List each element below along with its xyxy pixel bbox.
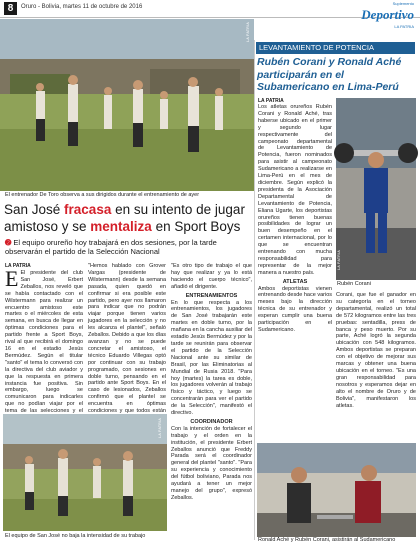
subhead-entrenamientos: ENTRENAMIENTOS <box>185 292 238 299</box>
athletes-photo-caption: Ronald Aché y Rubén Corani, asistirán al Sudamericano <box>258 537 396 543</box>
lead-text: El equipo orureño hoy trabajará en dos sesiones, por la tarde observarán el partido de la Selección Nacional <box>5 238 217 256</box>
supplement-title: Deportivo <box>361 7 414 22</box>
headline-part-1: San José <box>4 202 65 217</box>
main-column-3-bottom: Con la intención de fortalecer el trabajo y el orden en la institución, el presidente Erbert Zeballos anunció que Freddy Parada será el coordinador general del plantel "santo". "Para su experiencia y conocimiento del fútbol boliviano, Parada nos ayudará a tener un mejor manejo del grupo", expresó Zeballos. <box>171 425 252 501</box>
side-photo-credit: LA PATRIA <box>337 250 341 270</box>
main-lead <box>5 238 252 256</box>
training-photo-top <box>0 19 254 191</box>
supplement-sub-label: LA PATRIA <box>394 24 414 29</box>
subhead-coordinador: COORDINADOR <box>190 418 233 425</box>
side-column-1-text: Los atletas orureños Rubén Corani y Ronald Aché, tras haberse ubicado en el primer y segundo lugar respectivamente del campeonato departamental de Levantamiento de Potencia, fueron nominados para asistir al campeonato Sudamericano a realizarse en Lima-Perú en el mes de diciembre. Según explicó la presidenta de la Asociación Departamental de Levantamiento de Potencia, Eliana Ugarte, los deportistas orureños tienen buenas posibilidades de lograr un buen desempeño en el certamen internacional, por lo que se encuentran entrenando con mucha responsabilidad para representar de la mejor manera a nuestro país. <box>258 104 332 276</box>
side-column-2 <box>336 292 416 440</box>
main-column-3-mid: En lo que respecta a los entrenamientos, los jugadores de San José trabajarán este martes en doble turno, por la mañana en la cancha auxiliar del estadio Jesús Bermúdez y por la tarde se reunirán para observar el partido de la Selección Nacional ante su similar de Brasil, por las Eliminatorias al Mundial de Rusia 2018. "Para hoy (martes) la tarea es doble, los jugadores volverán al trabajo físico y táctico, y luego se concentrarán para ver el partido de la Selección", manifestó el directivo. <box>171 299 252 417</box>
top-photo-caption: El entrenador De Toro observa a sus dirigidos durante el entrenamiento de ayer <box>5 192 200 198</box>
athletes-photo <box>257 443 416 537</box>
page-date-line: Oruro - Bolivia, martes 11 de octubre de 2016 <box>21 4 143 10</box>
page-number: 8 <box>4 2 17 15</box>
headline-highlight-fracasa: fracasa <box>64 202 112 217</box>
page-header <box>0 0 420 29</box>
drop-cap: E <box>5 266 19 291</box>
top-photo-credit: LA PATRIA <box>246 22 250 42</box>
side-column-1-end: Ambos deportistas vienen entrenando desde hace varios meses bajo la dirección técnica de su entrenador y esperan cumplir una buena participación en el Sudamericano. <box>258 285 332 333</box>
side-section-banner: LEVANTAMIENTO DE POTENCIA <box>256 42 415 54</box>
main-column-2-text: "Hemos hablado con Grover Vargas (presidente de Wilstermann) desde la semana pasada, quien quedó en confirmar si era posible este partido, pero ayer nos llamaron para indicar que no podrán viajar porque tienen varios jugadores en la selección y no les alcanza el plantel", señaló Zeballos. Debido a que los días avanzan y no se puede concretar el amistoso, el técnico Eduardo Villegas optó por continuar con su trabajo programado, con sesiones en doble turno, pensando en el partido ante Sport Boys. En el caso de lesionados, Zeballos confirmó que el plantel se encuentra en óptimas condiciones y que todos están <box>88 263 166 415</box>
main-column-2 <box>88 263 166 415</box>
main-column-3-top: "Es otro tipo de trabajo el que hay que realizar y ya lo está haciendo el cuerpo técnico", añadió el dirigente. <box>171 263 252 290</box>
main-column-3 <box>171 263 252 533</box>
side-section-label: LA PATRIA <box>258 98 284 104</box>
headline-part-2: en su intento de jugar amistoso y se <box>4 202 245 234</box>
ruben-corani-photo <box>336 98 416 280</box>
side-headline: Rubén Corani y Ronald Aché participarán en el Subamericano en Lima-Perú <box>257 56 402 93</box>
main-headline <box>4 201 252 235</box>
training-photo-bottom <box>3 414 167 531</box>
headline-part-3: en Sport Boys <box>151 219 241 234</box>
lead-bullet-icon: ➋ <box>5 238 14 247</box>
bottom-photo-credit: LA PATRIA <box>158 418 162 438</box>
main-section-label: LA PATRIA <box>5 263 31 269</box>
column-divider <box>254 40 255 540</box>
bottom-photo-caption: El equipo de San José no baja la intensidad de su trabajo <box>5 533 146 539</box>
main-column-1-text: El presidente del club San José, Erbert Zeballos, nos reveló que se había contactado con el Wilstermann para realizar un encuentro amistoso este martes o el miércoles de esta semana, en busca de llegar en óptimas condiciones para el partido frente a Sport Boys, rival al que recibirá el domingo 16 en el estadio Jesús Bermúdez. Según el titular "santo" el tema lo conversó con la directiva del club aviador y que la respuesta en primera instancia fue positiva. Sin embargo, luego se comunicaron para indicarles que no podían viajar por el tema de las selecciones y el <box>5 270 83 415</box>
headline-highlight-mentaliza: mentaliza <box>90 219 152 234</box>
supplement-logo <box>361 1 414 29</box>
side-column-2-text: Corani, que fue el ganador en su categoría en el torneo departamental, realizó un total de 572 kilogramos entre las tres pruebas: sentadilla, press de banca y peso muerto. Por su parte, Aché logró la segunda ubicación con 548 kilogramos. Ambos deportistas se preparan con el objetivo de mejorar sus marcas y obtener una buena ubicación en el torneo. "Es una gran responsabilidad para nosotros y esperamos dejar en alto el nombre de Oruro y de Bolivia", manifestaron los atletas. <box>336 292 416 409</box>
subhead-atletas: ATLETAS <box>282 278 308 285</box>
supplement-small-label: Suplemento <box>392 1 414 6</box>
ruben-corani-caption: Rubén Corani <box>337 281 371 287</box>
